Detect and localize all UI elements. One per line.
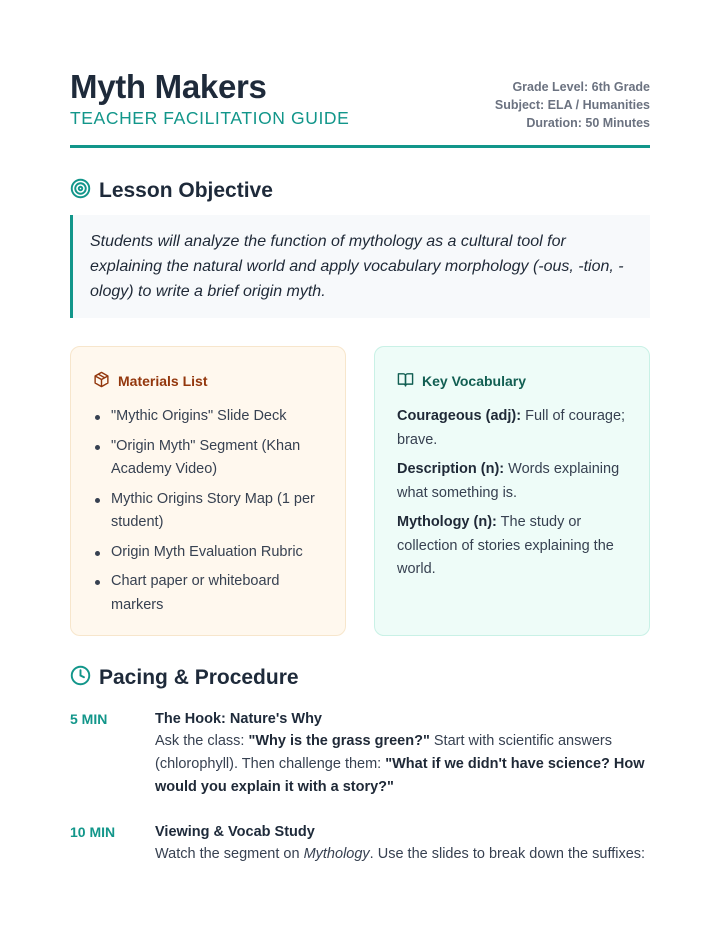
materials-card (70, 346, 346, 636)
step-question: "Why is the grass green?" (248, 733, 430, 749)
step-body (155, 708, 650, 799)
objective-text: Students will analyze the function of mythology as a cultural tool for explaining the natural world and apply vocabulary morphology (-ous, -tion, -ology) to write a brief origin myth. (90, 233, 624, 300)
step-text-part: Start with scientific answers (chlorophyll). Then challenge them: (155, 733, 612, 772)
pacing-heading-text: Pacing & Procedure (99, 666, 299, 689)
vocab-definition: Full of courage; brave. (397, 408, 626, 448)
list-item: Mythic Origins Story Map (1 per student) (93, 488, 323, 535)
objective-heading (70, 178, 273, 204)
vocab-entry (397, 511, 627, 582)
vocab-definition: Words explaining what something is. (397, 461, 620, 501)
subject: Subject: ELA / Humanities (494, 98, 650, 112)
lesson-meta (495, 78, 650, 132)
step-emphasis: Mythology (303, 846, 370, 862)
step-body (155, 821, 650, 866)
vocab-definition: The study or collection of stories explaining the world. (397, 514, 614, 577)
clock-icon (70, 665, 91, 691)
pacing-heading (70, 665, 299, 691)
list-item: Origin Myth Evaluation Rubric (93, 541, 323, 565)
package-icon (93, 371, 110, 391)
vocab-term: Description (n): (397, 461, 505, 477)
list-item: "Mythic Origins" Slide Deck (93, 405, 323, 429)
step-text-part: . Use the slides to break down the suffixes: (369, 846, 646, 862)
step-text (155, 843, 650, 866)
document-title: Myth Makers (70, 68, 267, 105)
step-question: "What if we didn't have science? How would you explain it with a story?" (155, 756, 645, 795)
step-title: Viewing & Vocab Study (155, 824, 315, 840)
header-divider (70, 145, 650, 148)
target-icon (70, 178, 91, 204)
vocab-term: Mythology (n): (397, 514, 497, 530)
step-time: 5 MIN (70, 711, 108, 727)
materials-list (93, 405, 323, 617)
vocabulary-title (397, 371, 627, 391)
materials-title (93, 371, 323, 391)
document-subtitle: TEACHER FACILITATION GUIDE (70, 108, 350, 128)
grade-level: Grade Level: 6th Grade (512, 80, 650, 94)
step-time: 10 MIN (70, 824, 116, 840)
objective-heading-text: Lesson Objective (99, 179, 273, 202)
objective-callout (70, 215, 650, 318)
step-text (155, 730, 650, 799)
vocab-term: Courageous (adj): (397, 408, 522, 424)
materials-title-text: Materials List (118, 373, 208, 389)
book-open-icon (397, 371, 414, 391)
vocab-entry (397, 458, 627, 505)
step-text-part: Ask the class: (155, 733, 249, 749)
duration: Duration: 50 Minutes (526, 116, 650, 130)
step-text-part: Watch the segment on (155, 846, 304, 862)
vocabulary-card (374, 346, 650, 636)
list-item: "Origin Myth" Segment (Khan Academy Video) (93, 435, 323, 482)
vocabulary-title-text: Key Vocabulary (422, 373, 527, 389)
step-title: The Hook: Nature's Why (155, 711, 322, 727)
vocab-entry (397, 405, 627, 452)
document-header (70, 68, 650, 148)
list-item: Chart paper or whiteboard markers (93, 570, 323, 617)
